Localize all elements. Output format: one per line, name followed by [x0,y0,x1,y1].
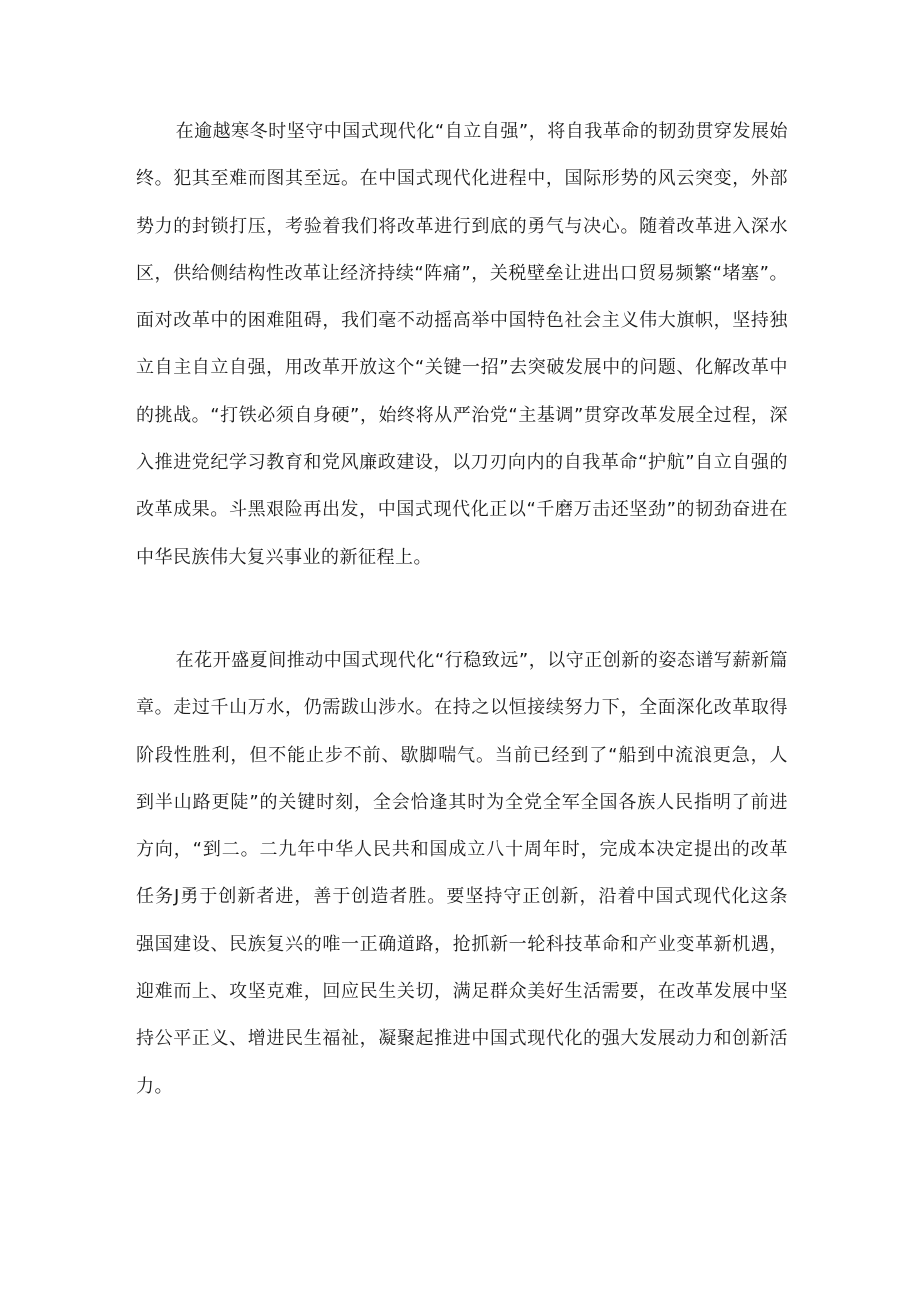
paragraph-2: 在花开盛夏间推动中国式现代化“行稳致远”，以守正创新的姿态谱写薪新篇章。走过千山万水，仍需跋山涉水。在持之以恒接续努力下，全面深化改革取得阶段性胜利，但不能止步不前、歇脚喘气。当前已经到了“船到中流浪更急，人到半山路更陡”的关键时刻，全会恰逢其时为全党全军全国各族人民指明了前进方向，“到二。二九年中华人民共和国成立八十周年时，完成本决定提出的改革任务J勇于创新者进，善于创造者胜。要坚持守正创新，沿着中国式现代化这条强国建设、民族复兴的唯一正确道路，抢抓新一轮科技革命和产业变革新机遇，迎难而上、攻坚克难，回应民生关切，满足群众美好生活需要，在改革发展中坚持公平正义、增进民生福祉，凝聚起推进中国式现代化的强大发展动力和创新活力。 [136,650,788,1097]
paragraph-1: 在逾越寒冬时坚守中国式现代化“自立自强”，将自我革命的韧劲贯穿发展始终。犯其至难而图其至远。在中国式现代化进程中，国际形势的风云突变，外部势力的封锁打压，考验着我们将改革进行到底的勇气与决心。随着改革进入深水区，供给侧结构性改革让经济持续“阵痛”，关税壁垒让进出口贸易频繁“堵塞”。面对改革中的困难阻碍，我们毫不动摇高举中国特色社会主义伟大旗帜，坚持独立自主自立自强，用改革开放这个“关键一招”去突破发展中的问题、化解改革中的挑战。“打铁必须自身硬”，始终将从严治党“主基调”贯穿改革发展全过程，深入推进党纪学习教育和党风廉政建设，以刀刃向内的自我革命“护航”自立自强的改革成果。斗黑艰险再出发，中国式现代化正以“千磨万击还坚劲”的韧劲奋进在中华民族伟大复兴事业的新征程上。 [136,121,788,568]
